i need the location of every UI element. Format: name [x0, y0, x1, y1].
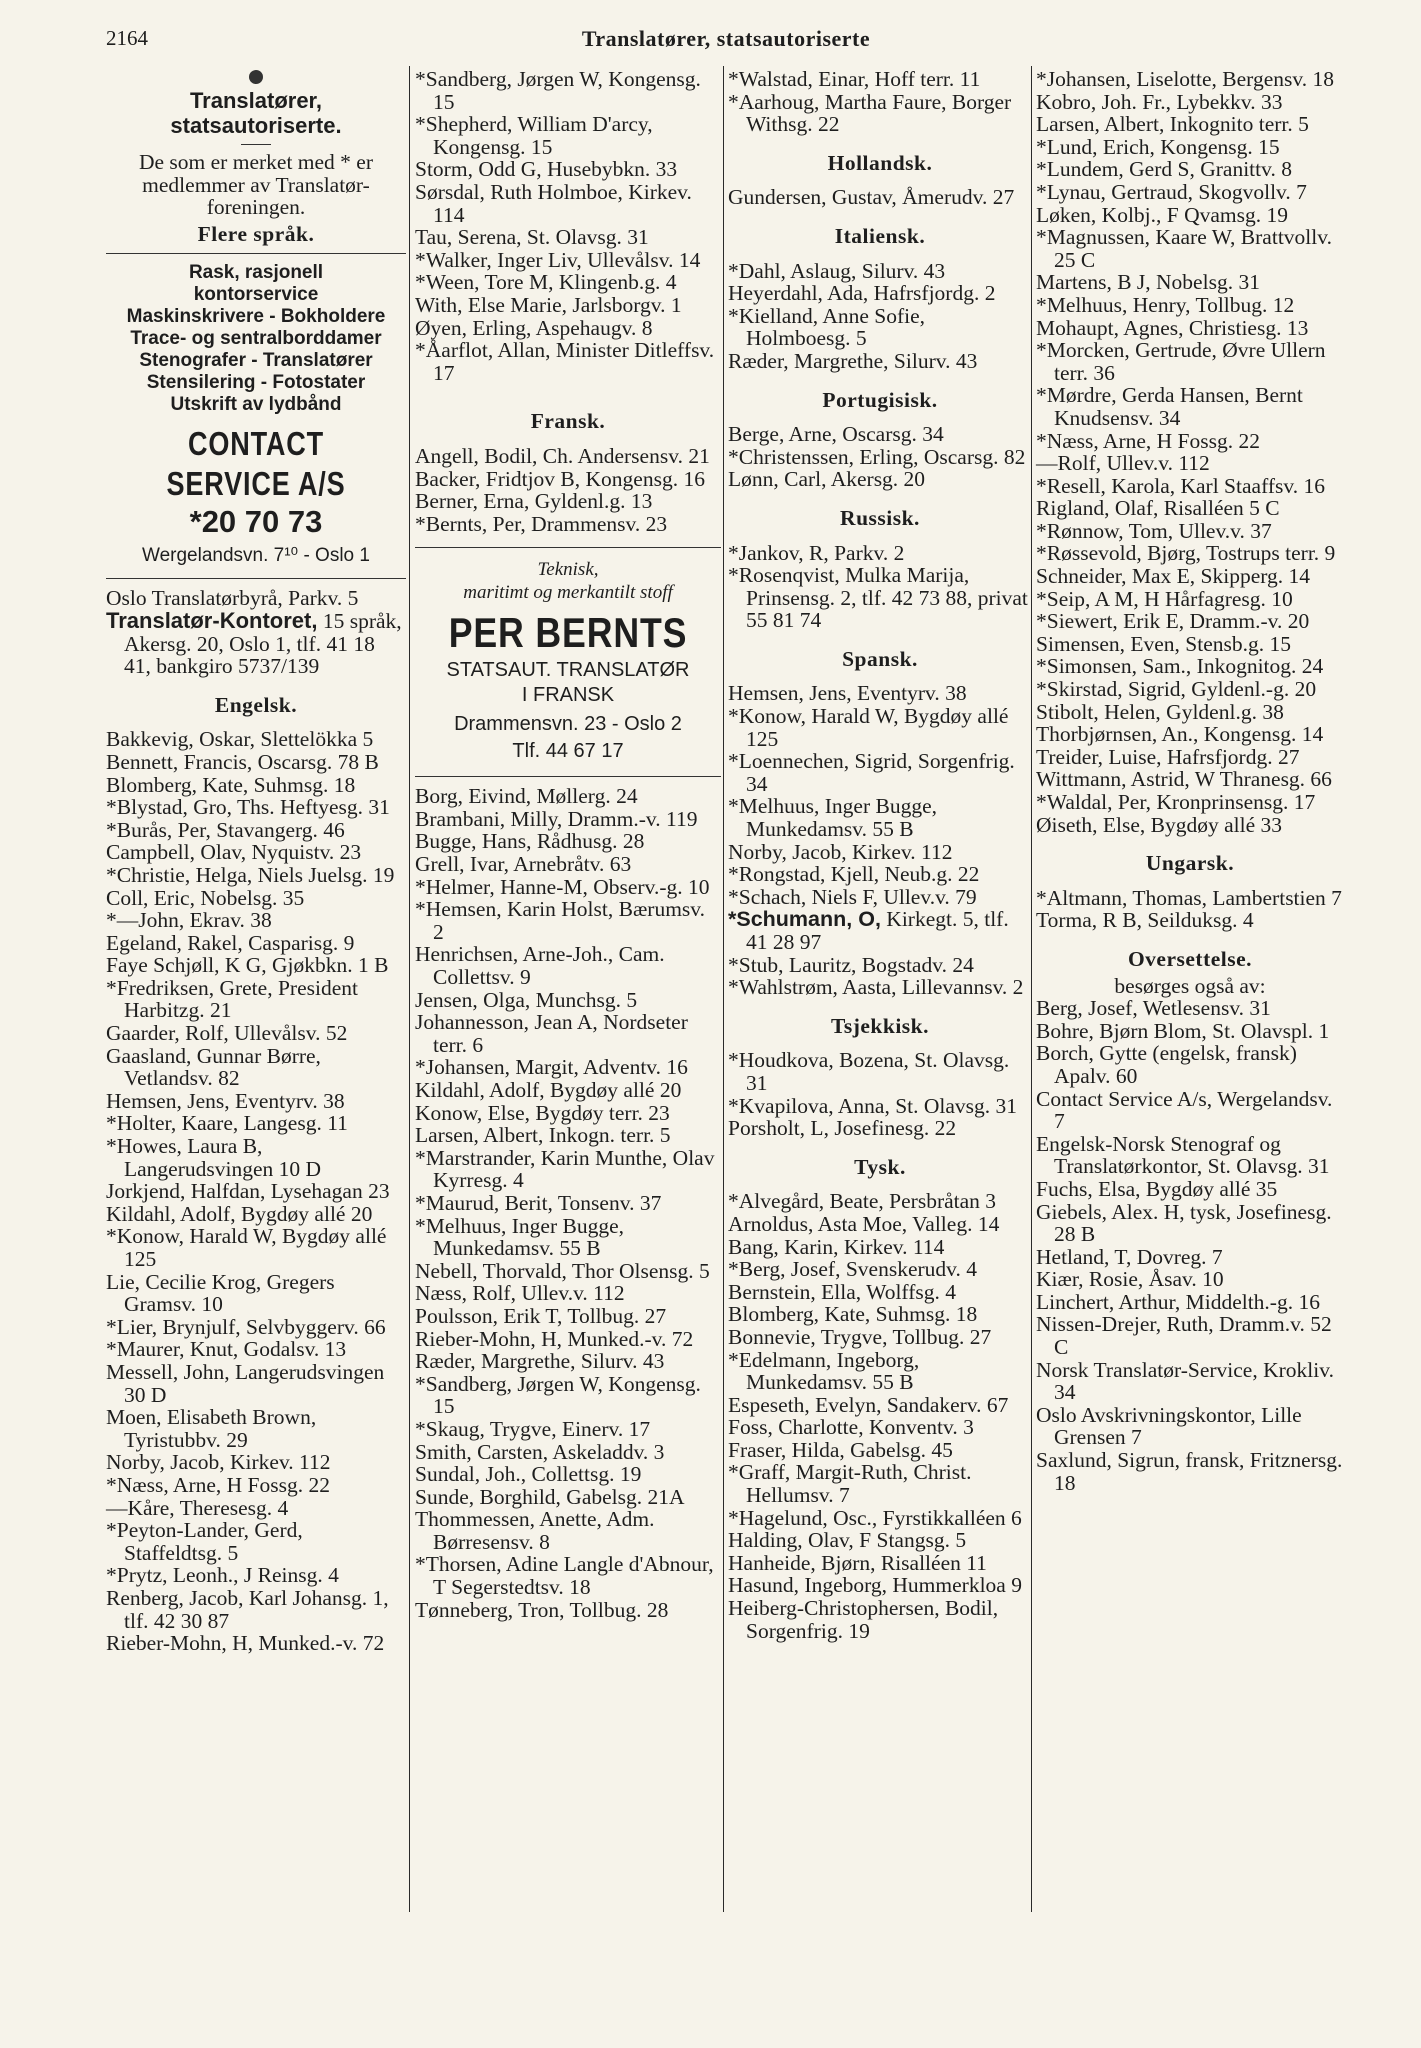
- directory-entry: Treider, Luise, Hafrsfjordg. 27: [1036, 744, 1300, 769]
- entry-list: [415, 445, 721, 535]
- directory-entry: *Johansen, Liselotte, Bergensv. 18: [1036, 67, 1334, 91]
- directory-entry: Norby, Jacob, Kirkev. 112: [728, 839, 953, 864]
- directory-entry: *Næss, Arne, H Fossg. 22: [106, 1472, 330, 1497]
- entry-list: [415, 68, 721, 384]
- directory-entry: *Kielland, Anne Sofie, Holmboesg. 5: [728, 303, 926, 351]
- divider: [241, 144, 271, 145]
- column-2: [415, 68, 721, 1621]
- directory-entry: *Røssevold, Bjørg, Tostrups terr. 9: [1036, 541, 1336, 566]
- directory-entry: *Fredriksen, Grete, President Harbitzg. 21: [106, 975, 358, 1023]
- directory-entry: *Lier, Brynjulf, Selvbyggerv. 66: [106, 1314, 386, 1339]
- entry-list: [106, 728, 406, 1654]
- subheading: Ungarsk.: [1145, 851, 1235, 876]
- directory-entry: Mohaupt, Agnes, Christiesg. 13: [1036, 315, 1309, 340]
- directory-entry: *Bernts, Per, Drammensv. 23: [415, 511, 668, 536]
- directory-entry: *Prytz, Leonh., J Reinsg. 4: [106, 1563, 339, 1588]
- directory-entry: Poulsson, Erik T, Tollbug. 27: [415, 1303, 667, 1328]
- column-3: [728, 68, 1032, 1642]
- directory-entry: Martens, B J, Nobelsg. 31: [1036, 270, 1260, 295]
- directory-entry: Rieber-Mohn, H, Munked.-v. 72: [415, 1326, 694, 1351]
- directory-entry: *Loennechen, Sigrid, Sorgenfrig. 34: [728, 749, 1015, 796]
- directory-entry: *Jankov, R, Parkv. 2: [728, 540, 905, 565]
- directory-entry: *Melhuus, Inger Bugge, Munkedamsv. 55 B: [415, 1213, 624, 1261]
- page-header: [106, 26, 1346, 56]
- directory-entry: *—John, Ekrav. 38: [106, 908, 272, 933]
- subheading: Engelsk.: [214, 692, 298, 717]
- directory-entry: *Edelmann, Ingeborg, Munkedamsv. 55 B: [728, 1347, 920, 1395]
- ad-per-bernts-text: [415, 558, 721, 604]
- directory-entry: Rieber-Mohn, H, Munked.-v. 72: [106, 1631, 385, 1656]
- directory-entry: Hemsen, Jens, Eventyrv. 38: [728, 681, 967, 706]
- directory-entry: Bugge, Hans, Rådhusg. 28: [415, 829, 645, 854]
- divider: [415, 776, 721, 777]
- directory-entry: Kildahl, Adolf, Bygdøy allé 20: [415, 1078, 682, 1102]
- directory-entry: *Walstad, Einar, Hoff terr. 11: [728, 67, 981, 91]
- directory-entry: *Christie, Helga, Niels Juelsg. 19: [106, 862, 395, 887]
- directory-entry: Torma, R B, Seilduksg. 4: [1036, 908, 1254, 933]
- subheading: Flere språk.: [197, 221, 315, 246]
- ad-company-name: CONTACT SERVICE A/S: [166, 425, 346, 503]
- directory-entry: *Siewert, Erik E, Dramm.-v. 20: [1036, 609, 1310, 634]
- ad-line: Stenografer - Translatører: [139, 350, 373, 372]
- directory-entry: *Helmer, Hanne-M, Observ.-g. 10: [415, 874, 710, 899]
- directory-entry: *Seip, A M, H Hårfagresg. 10: [1036, 586, 1293, 611]
- directory-entry: *Skirstad, Sigrid, Gyldenl.-g. 20: [1036, 677, 1317, 702]
- subheading-note: besørges også av:: [1114, 973, 1266, 998]
- directory-entry: *Mørdre, Gerda Hansen, Bernt Knudsensv. 34: [1036, 383, 1303, 430]
- directory-entry: Øiseth, Else, Bygdøy allé 33: [1036, 812, 1283, 837]
- entry-list: [1036, 887, 1344, 932]
- column-1: [106, 68, 406, 1655]
- directory-entry: Norsk Translatør-Service, Krokliv. 34: [1036, 1357, 1334, 1405]
- directory-entry: Hanheide, Bjørn, Risalléen 11: [728, 1550, 987, 1575]
- directory-entry: Blomberg, Kate, Suhmsg. 18: [728, 1302, 978, 1327]
- directory-entry: Øyen, Erling, Aspehaugv. 8: [415, 315, 653, 340]
- directory-entry: *Walker, Inger Liv, Ullevålsv. 14: [415, 247, 701, 272]
- entry-name: Translatør-Kontoret,: [106, 607, 318, 633]
- directory-entry: *Næss, Arne, H Fossg. 22: [1036, 428, 1260, 453]
- section-title: Translatører,: [189, 88, 323, 113]
- directory-entry: *Blystad, Gro, Ths. Heftyesg. 31: [106, 795, 390, 820]
- directory-entry: Bohre, Bjørn Blom, St. Olavspl. 1: [1036, 1018, 1330, 1043]
- directory-entry: Borg, Eivind, Møllerg. 24: [415, 784, 638, 809]
- entry-detail: 15 språk, Akersg. 20, Oslo 1, tlf. 41 18 41, bankgiro 5737/139: [124, 608, 402, 679]
- entry-list: [728, 1190, 1032, 1642]
- ad-phone: Tlf. 44 67 17: [512, 740, 624, 763]
- directory-entry: Moen, Elisabeth Brown, Tyristubbv. 29: [106, 1405, 317, 1452]
- directory-entry: Oslo Avskrivningskontor, Lille Grensen 7: [1036, 1402, 1302, 1450]
- section-title: statsautoriserte.: [170, 113, 342, 138]
- entry-detail: Kirkegt. 5, tlf. 41 28 97: [746, 907, 1009, 954]
- entry-list: [1036, 68, 1344, 836]
- directory-entry: Jorkjend, Halfdan, Lysehagan 23: [106, 1179, 390, 1204]
- directory-entry: *Magnussen, Kaare W, Brattvollv. 25 C: [1036, 225, 1332, 272]
- directory-entry: Brambani, Milly, Dramm.-v. 119: [415, 806, 698, 831]
- ad-title: STATSAUT. TRANSLATØR: [446, 659, 690, 682]
- directory-entry: *Åarflot, Allan, Minister Ditleffsv. 17: [415, 338, 715, 385]
- directory-entry: Contact Service A/s, Wergelandsv. 7: [1036, 1086, 1333, 1134]
- directory-entry: Bennett, Francis, Oscarsg. 78 B: [106, 749, 379, 774]
- directory-entry: Coll, Eric, Nobelsg. 35: [106, 885, 305, 910]
- directory-entry: Kobro, Joh. Fr., Lybekkv. 33: [1036, 89, 1283, 114]
- column-divider: [409, 66, 410, 1912]
- directory-entry: *Stub, Lauritz, Bogstadv. 24: [728, 952, 974, 977]
- subheading: Russisk.: [840, 505, 920, 530]
- entry: [106, 607, 406, 679]
- directory-entry: *Melhuus, Inger Bugge, Munkedamsv. 55 B: [728, 794, 937, 842]
- subheading: Hollandsk.: [827, 150, 933, 175]
- directory-entry: *Schach, Niels F, Ullev.v. 79: [728, 884, 977, 909]
- subheading: Spansk.: [842, 646, 918, 671]
- directory-entry: Grell, Ivar, Arnebråtv. 63: [415, 852, 632, 877]
- directory-entry: Norby, Jacob, Kirkev. 112: [106, 1450, 331, 1475]
- directory-entry: Sundal, Joh., Collettsg. 19: [415, 1462, 642, 1487]
- directory-entry: *Wahlstrøm, Aasta, Lillevannsv. 2: [728, 975, 1024, 1000]
- directory-entry: *Altmann, Thomas, Lambertstien 7: [1036, 885, 1342, 910]
- directory-entry: *Holter, Kaare, Langesg. 11: [106, 1111, 348, 1136]
- directory-entry: Thorbjørnsen, An., Kongensg. 14: [1036, 722, 1324, 747]
- subheading: Tysk.: [854, 1154, 906, 1179]
- ad-address: Wergelandsvn. 7¹⁰ - Oslo 1: [142, 545, 370, 567]
- directory-entry: *Morcken, Gertrude, Øvre Ullern terr. 36: [1036, 338, 1326, 385]
- directory-entry: *Hagelund, Osc., Fyrstikkalléen 6: [728, 1505, 1022, 1530]
- directory-entry: *Christenssen, Erling, Oscarsg. 82: [728, 444, 1026, 469]
- directory-entry: Ræder, Margrethe, Silurv. 43: [415, 1349, 665, 1374]
- directory-entry: *Rosenqvist, Mulka Marija, Prinsensg. 2, tlf. 42 73 88, privat 55 81 74: [728, 563, 1028, 633]
- ad-contact-service-text: [106, 262, 406, 416]
- directory-entry: Bernstein, Ella, Wolffsg. 4: [728, 1279, 956, 1304]
- directory-entry: Gundersen, Gustav, Åmerudv. 27: [728, 185, 1015, 210]
- directory-entry: Sørsdal, Ruth Holmboe, Kirkev. 114: [415, 179, 692, 227]
- directory-entry: *Resell, Karola, Karl Staaffsv. 16: [1036, 473, 1325, 498]
- directory-entry: Jensen, Olga, Munchsg. 5: [415, 987, 638, 1012]
- directory-entry: Nissen-Drejer, Ruth, Dramm.v. 52 C: [1036, 1312, 1332, 1360]
- directory-entry: *Johansen, Margit, Adventv. 16: [415, 1055, 688, 1080]
- ad-line: Maskinskrivere - Bokholdere: [126, 306, 386, 328]
- directory-entry: Saxlund, Sigrun, fransk, Fritznersg. 18: [1036, 1448, 1343, 1495]
- directory-entry: Hemsen, Jens, Eventyrv. 38: [106, 1088, 345, 1113]
- directory-entry: Engelsk-Norsk Stenograf og Translatørkontor, St. Olavsg. 31: [1036, 1131, 1330, 1179]
- directory-entry: *Houdkova, Bozena, St. Olavsg. 31: [728, 1048, 1010, 1095]
- directory-entry: *Konow, Harald W, Bygdøy allé 125: [728, 704, 1009, 751]
- directory-entry: *Lund, Erich, Kongensg. 15: [1036, 134, 1280, 159]
- subheading: Italiensk.: [834, 223, 926, 248]
- directory-entry: *Rongstad, Kjell, Neub.g. 22: [728, 862, 980, 887]
- ad-phone: *20 70 73: [189, 504, 323, 540]
- directory-entry: Campbell, Olav, Nyquistv. 23: [106, 840, 362, 865]
- subheading: Portugisisk.: [822, 387, 938, 412]
- entry: Oslo Translatørbyrå, Parkv. 5: [106, 586, 359, 611]
- directory-entry: Bakkevig, Oskar, Slettelökka 5: [106, 727, 374, 752]
- entry-list: [1036, 997, 1344, 1494]
- directory-entry: Linchert, Arthur, Middelth.-g. 16: [1036, 1289, 1320, 1314]
- directory-entry: Bang, Karin, Kirkev. 114: [728, 1234, 945, 1259]
- directory-entry: Espeseth, Evelyn, Sandakerv. 67: [728, 1392, 1009, 1417]
- directory-entry: *Simonsen, Sam., Inkognitog. 24: [1036, 654, 1324, 679]
- directory-entry: *Melhuus, Henry, Tollbug. 12: [1036, 292, 1295, 317]
- directory-entry: Messell, John, Langerudsvingen 30 D: [106, 1359, 385, 1407]
- directory-entry: Fuchs, Elsa, Bygdøy allé 35: [1036, 1176, 1278, 1201]
- directory-entry: Egeland, Rakel, Casparisg. 9: [106, 930, 355, 955]
- directory-entry: Wittmann, Astrid, W Thranesg. 66: [1036, 767, 1332, 792]
- directory-entry: Tønneberg, Tron, Tollbug. 28: [415, 1597, 669, 1622]
- entry: [728, 908, 1032, 953]
- directory-entry: —Kåre, Theresesg. 4: [106, 1495, 289, 1520]
- page-number: 2164: [106, 26, 148, 50]
- ad-line: Rask, rasjonell: [188, 262, 324, 284]
- directory-entry: Kiær, Rosie, Åsav. 10: [1036, 1267, 1224, 1292]
- divider: [106, 578, 406, 579]
- directory-entry: *Lynau, Gertraud, Skogvollv. 7: [1036, 179, 1307, 204]
- directory-entry: *Maurer, Knut, Godalsv. 13: [106, 1337, 347, 1362]
- directory-entry: *Thorsen, Adine Langle d'Abnour, T Segerstedtsv. 18: [415, 1552, 714, 1600]
- directory-entry: *Waldal, Per, Kronprinsensg. 17: [1036, 790, 1316, 814]
- entry-list: [728, 68, 1032, 136]
- directory-entry: *Howes, Laura B, Langerudsvingen 10 D: [106, 1134, 322, 1181]
- directory-entry: *Rønnow, Tom, Ullev.v. 37: [1036, 518, 1272, 543]
- entry-list: [728, 186, 1032, 209]
- directory-entry: Larsen, Albert, Inkognito terr. 5: [1036, 112, 1309, 137]
- entry-list: [728, 682, 1032, 908]
- running-title: Translatører, statsautoriserte: [581, 26, 871, 51]
- directory-entry: Gaarder, Rolf, Ullevålsv. 52: [106, 1021, 348, 1046]
- ad-title: I FRANSK: [521, 684, 615, 707]
- directory-entry: Schneider, Max E, Skipperg. 14: [1036, 564, 1311, 589]
- entry-list: [728, 1049, 1032, 1139]
- directory-entry: Blomberg, Kate, Suhmsg. 18: [106, 772, 356, 797]
- directory-entry: Lie, Cecilie Krog, Gregers Gramsv. 10: [106, 1269, 335, 1317]
- directory-entry: *Konow, Harald W, Bygdøy allé 125: [106, 1224, 387, 1271]
- directory-entry: *Burås, Per, Stavangerg. 46: [106, 817, 345, 842]
- directory-entry: *Aarhoug, Martha Faure, Borger Withsg. 22: [728, 89, 1012, 137]
- directory-entry: Renberg, Jacob, Karl Johansg. 1, tlf. 42 30 87: [106, 1585, 389, 1633]
- ad-line: Stensilering - Fotostater: [146, 372, 366, 394]
- directory-entry: *Ween, Tore M, Klingenb.g. 4: [415, 270, 677, 295]
- directory-entry: Sunde, Borghild, Gabelsg. 21A: [415, 1484, 685, 1509]
- directory-entry: Nebell, Thorvald, Thor Olsensg. 5: [415, 1258, 710, 1283]
- directory-entry: Johannesson, Jean A, Nordseter terr. 6: [415, 1010, 688, 1057]
- directory-entry: Porsholt, L, Josefinesg. 22: [728, 1116, 957, 1141]
- ad-line: maritimt og merkantilt stoff: [463, 582, 673, 604]
- directory-entry: *Kvapilova, Anna, St. Olavsg. 31: [728, 1093, 1018, 1118]
- directory-entry: Ræder, Margrethe, Silurv. 43: [728, 348, 978, 373]
- directory-entry: *Graff, Margit-Ruth, Christ. Hellumsv. 7: [728, 1460, 972, 1508]
- directory-entry: *Peyton-Lander, Gerd, Staffeldtsg. 5: [106, 1518, 303, 1565]
- ad-address: Drammensvn. 23 - Oslo 2: [454, 713, 682, 736]
- directory-entry: *Hemsen, Karin Holst, Bærumsv. 2: [415, 897, 706, 944]
- directory-entry: *Marstrander, Karin Munthe, Olav Kyrresg. 4: [415, 1145, 715, 1193]
- directory-entry: Simensen, Even, Stensb.g. 15: [1036, 631, 1291, 656]
- subheading: Oversettelse.: [1127, 946, 1253, 971]
- directory-entry: Foss, Charlotte, Konventv. 3: [728, 1415, 974, 1440]
- directory-entry: Bonnevie, Trygve, Tollbug. 27: [728, 1324, 992, 1349]
- directory-entry: Borch, Gytte (engelsk, fransk) Apalv. 60: [1036, 1041, 1297, 1088]
- divider: [106, 253, 406, 254]
- entry-list: [415, 785, 721, 1621]
- directory-entry: Gaasland, Gunnar Børre, Vetlandsv. 82: [106, 1043, 321, 1091]
- directory-entry: Lønn, Carl, Akersg. 20: [728, 467, 926, 492]
- directory-entry: Thommessen, Anette, Adm. Børresensv. 8: [415, 1507, 655, 1554]
- directory-entry: *Shepherd, William D'arcy, Kongensg. 15: [415, 112, 653, 159]
- directory-entry: Backer, Fridtjov B, Kongensg. 16: [415, 466, 705, 491]
- directory-entry: Berge, Arne, Oscarsg. 34: [728, 422, 944, 447]
- subheading: Fransk.: [530, 409, 606, 434]
- directory-entry: Næss, Rolf, Ullev.v. 112: [415, 1281, 625, 1306]
- directory-entry: —Rolf, Ullev.v. 112: [1036, 451, 1210, 476]
- ad-name: PER BERNTS: [448, 609, 688, 657]
- directory-entry: Faye Schjøll, K G, Gjøkbkn. 1 B: [106, 953, 389, 978]
- column-4: [1036, 68, 1344, 1494]
- entry-list: [728, 423, 1032, 491]
- directory-entry: Stibolt, Helen, Gyldenl.g. 38: [1036, 699, 1284, 724]
- directory-entry: Giebels, Alex. H, tysk, Josefinesg. 28 B: [1036, 1199, 1332, 1247]
- directory-entry: *Alvegård, Beate, Persbråtan 3: [728, 1189, 997, 1214]
- directory-entry: Hetland, T, Dovreg. 7: [1036, 1244, 1223, 1269]
- directory-entry: *Skaug, Trygve, Einerv. 17: [415, 1416, 651, 1441]
- directory-entry: Rigland, Olaf, Risalléen 5 C: [1036, 496, 1280, 521]
- directory-entry: Storm, Odd G, Husebybkn. 33: [415, 157, 678, 182]
- directory-entry: Heiberg-Christophersen, Bodil, Sorgenfrig. 19: [728, 1596, 999, 1643]
- entry-list: [728, 954, 1032, 999]
- directory-entry: Berner, Erna, Gyldenl.g. 13: [415, 489, 653, 514]
- directory-entry: Konow, Else, Bygdøy terr. 23: [415, 1100, 670, 1125]
- directory-entry: *Sandberg, Jørgen W, Kongensg. 15: [415, 1371, 701, 1419]
- directory-entry: Halding, Olav, F Stangsg. 5: [728, 1528, 967, 1553]
- directory-entry: Smith, Carsten, Askeladdv. 3: [415, 1439, 665, 1464]
- subheading: Tsjekkisk.: [830, 1013, 930, 1038]
- ad-line: Trace- og sentralborddamer: [130, 328, 382, 350]
- divider: [415, 547, 721, 548]
- directory-entry: Tau, Serena, St. Olavsg. 31: [415, 225, 649, 250]
- directory-entry: Angell, Bodil, Ch. Andersensv. 21: [415, 443, 710, 468]
- ad-line: Teknisk,: [537, 559, 599, 581]
- directory-entry: *Lundem, Gerd S, Granittv. 8: [1036, 157, 1292, 182]
- directory-entry: Henrichsen, Arne-Joh., Cam. Collettsv. 9: [415, 942, 665, 990]
- directory-entry: Arnoldus, Asta Moe, Valleg. 14: [728, 1211, 1000, 1236]
- directory-entry: Berg, Josef, Wetlesensv. 31: [1036, 996, 1271, 1021]
- directory-entry: Fraser, Hilda, Gabelsg. 45: [728, 1437, 953, 1462]
- entry-name: *Schumann, O,: [728, 907, 881, 932]
- directory-entry: With, Else Marie, Jarlsborgv. 1: [415, 292, 682, 317]
- ad-line: kontorservice: [193, 284, 319, 306]
- directory-entry: *Dahl, Aslaug, Silurv. 43: [728, 258, 946, 283]
- ad-line: Utskrift av lydbånd: [170, 394, 342, 416]
- entry-list: [728, 260, 1032, 373]
- directory-entry: Larsen, Albert, Inkogn. terr. 5: [415, 1123, 671, 1148]
- column-divider: [723, 66, 724, 1912]
- directory-entry: Kildahl, Adolf, Bygdøy allé 20: [106, 1201, 373, 1226]
- bullet-icon: [249, 70, 263, 84]
- directory-entry: Løken, Kolbj., F Qvamsg. 19: [1036, 202, 1289, 227]
- directory-entry: Heyerdahl, Ada, Hafrsfjordg. 2: [728, 281, 996, 306]
- intro-text: De som er merket med * er medlemmer av Translatør-foreningen.: [138, 150, 374, 220]
- directory-entry: *Sandberg, Jørgen W, Kongensg. 15: [415, 67, 701, 114]
- directory-entry: *Berg, Josef, Svenskerudv. 4: [728, 1257, 978, 1282]
- directory-entry: Hasund, Ingeborg, Hummerkloa 9: [728, 1573, 1022, 1598]
- directory-entry: *Maurud, Berit, Tonsenv. 37: [415, 1190, 662, 1215]
- entry-list: [728, 542, 1032, 632]
